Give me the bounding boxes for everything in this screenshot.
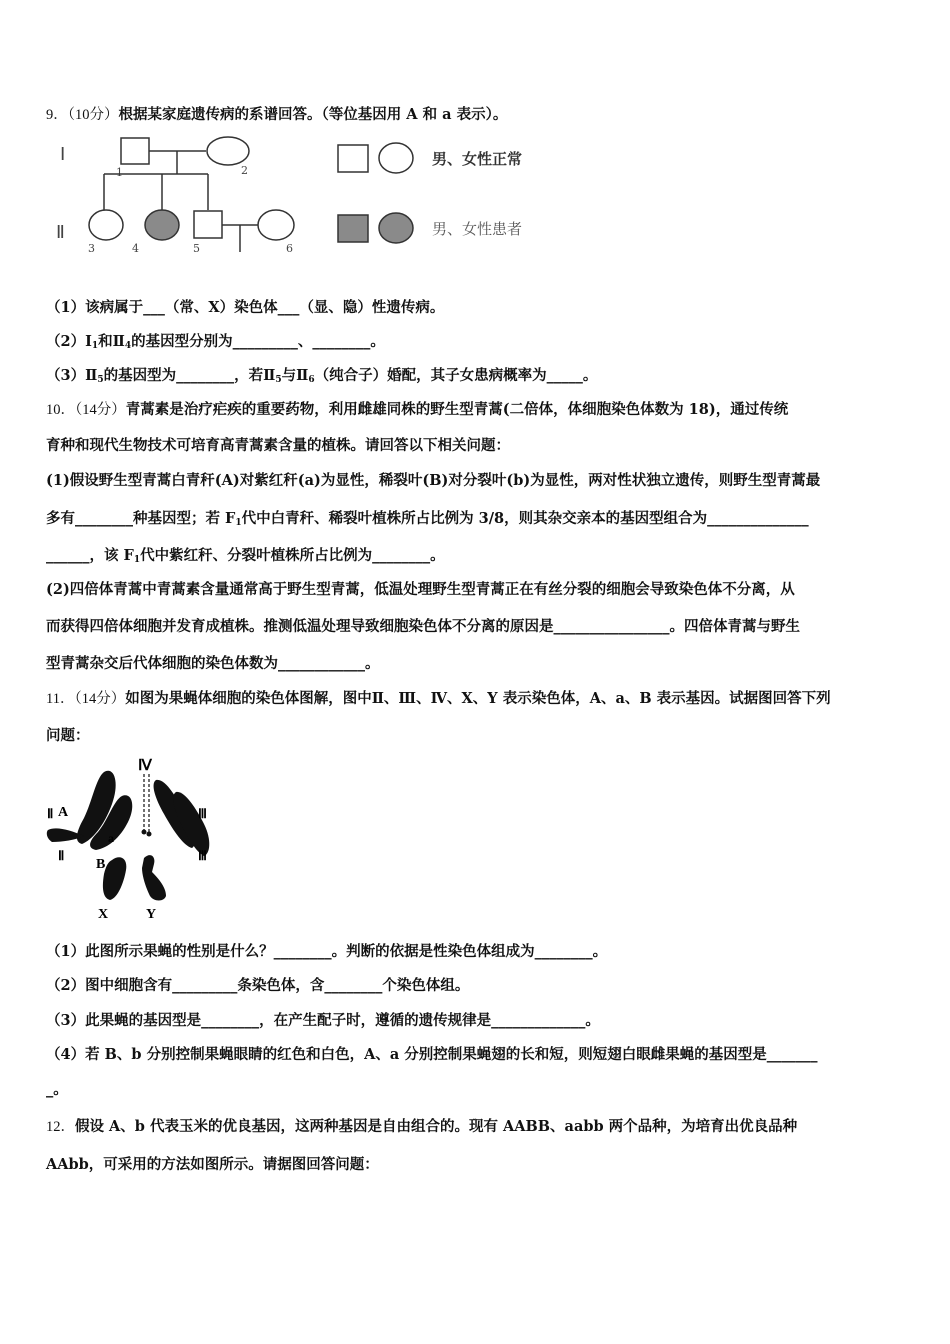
gene-B-label: B [96,857,106,872]
gene-a-label: a [108,831,114,845]
individual-1 [121,138,149,164]
q9-subq3: $(3)Ⅱ_5$的基因型为________，若$Ⅱ_5$与$Ⅱ_6$（纯合子）婚配，其子女患病概率为_____。 [46,367,598,385]
q11-subq1: （1）此图所示果蝇的性别是什么？________。判断的依据是性染色体组成为________。 [46,943,608,960]
gen-label-2: Ⅱ [56,222,65,242]
label-Y: Y [146,907,157,922]
id-6: 6 [286,242,293,255]
q9-subq2: $(2)Ⅰ_1$和$Ⅱ_4$的基因型分别为_________、________。 [46,333,385,351]
chromosome-X [103,857,126,900]
q10-line-2: 育种和现代生物技术可培育高青蒿素含量的植株。请回答以下相关问题： [46,437,510,454]
q10-line-6: (2)四倍体青蒿中青蒿素含量通常高于野生型青蒿，低温处理野生型青蒿正在有丝分裂的细胞会导致染色体不分离，从 [46,581,795,598]
individual-4 [145,210,179,240]
legend-female-affected [379,213,413,243]
chromosome-figure [46,752,226,922]
legend-affected-label: 男、女性患者 [432,220,523,238]
label-II-upper: Ⅱ [47,806,54,821]
id-5: 5 [193,242,200,255]
q11-subq3: （3）此果蝇的基因型是________，在产生配子时，遵循的遗传规律是_____________。 [46,1012,600,1029]
q10-line-8: 型青蒿杂交后代体细胞的染色体数为____________。 [46,655,380,672]
individual-5 [194,211,222,238]
label-III-lower: Ⅲ [198,848,207,863]
q9-subq1: （1）该病属于___（常、X）染色体___（显、隐）性遗传病。 [46,299,445,316]
individual-3 [89,210,123,240]
q11-line-1: 11．（14分）如图为果蝇体细胞的染色体图解，图中Ⅱ、Ⅲ、Ⅳ、X、Y 表示染色体，A、a、B 表示基因。试据图回答下列 [46,690,831,707]
legend-normal-label: 男、女性正常 [432,150,523,168]
label-III-upper: Ⅲ [198,806,207,821]
chromosome-IV-a [142,830,147,835]
q9-heading: 9．（10分）根据某家庭遗传病的系谱回答。（等位基因用 A 和 a 表示）。 [46,106,508,123]
id-4: 4 [132,242,139,255]
q11-subq2: （2）图中细胞含有_________条染色体，含________个染色体组。 [46,977,470,994]
label-X: X [98,907,109,922]
q11-line-2: 问题： [46,727,90,744]
chromosome-Y [142,855,166,900]
q10-line-3: (1)假设野生型青蒿白青秆(A)对紫红秆(a)为显性，稀裂叶(B)对分裂叶(b)为显性，两对性状独立遗传，则野生型青蒿最 [46,472,821,489]
id-2: 2 [241,164,248,177]
individual-2 [207,137,249,165]
q10-line-1: 10．（14分）青蒿素是治疗疟疾的重要药物，利用雌雄同株的野生型青蒿(二倍体，体细胞染色体数为 18)，通过传统 [46,401,789,418]
q12-line-2: AAbb，可采用的方法如图所示。请据图回答问题： [46,1156,379,1173]
q12-line-1: 12．假设 A、b 代表玉米的优良基因，这两种基因是自由组合的。现有 AABB、aabb 两个品种，为培育出优良品种 [46,1118,798,1135]
id-3: 3 [88,242,95,255]
q10-line-7: 而获得四倍体细胞并发育成植株。推测低温处理导致细胞染色体不分离的原因是________________。四倍体青蒿与野生 [46,618,800,635]
id-1: 1 [116,166,123,179]
individual-6 [258,210,294,240]
label-IV: Ⅳ [138,758,152,774]
q10-line-4: 多有________种基因型；若 $F_1$代中白青秆、稀裂叶植株所占比例为 3/8，则其杂交亲本的基因型组合为______________ [46,510,809,528]
legend-male-normal [338,145,368,172]
pedigree-figure [46,128,586,258]
q11-subq4-cont: _。 [46,1081,68,1098]
legend-male-affected [338,215,368,242]
legend-female-normal [379,143,413,173]
q11-subq4: （4）若 B、b 分别控制果蝇眼睛的红色和白色，A、a 分别控制果蝇翅的长和短，则短翅白眼雌果蝇的基因型是_______ [46,1046,818,1063]
gene-A-label: A [58,805,69,820]
chromosome-IV-b [147,832,152,837]
gen-label-1: Ⅰ [60,144,66,164]
label-II-lower: Ⅱ [58,848,65,863]
q10-line-5: ______，该 $F_1$代中紫红秆、分裂叶植株所占比例为________。 [46,547,445,565]
